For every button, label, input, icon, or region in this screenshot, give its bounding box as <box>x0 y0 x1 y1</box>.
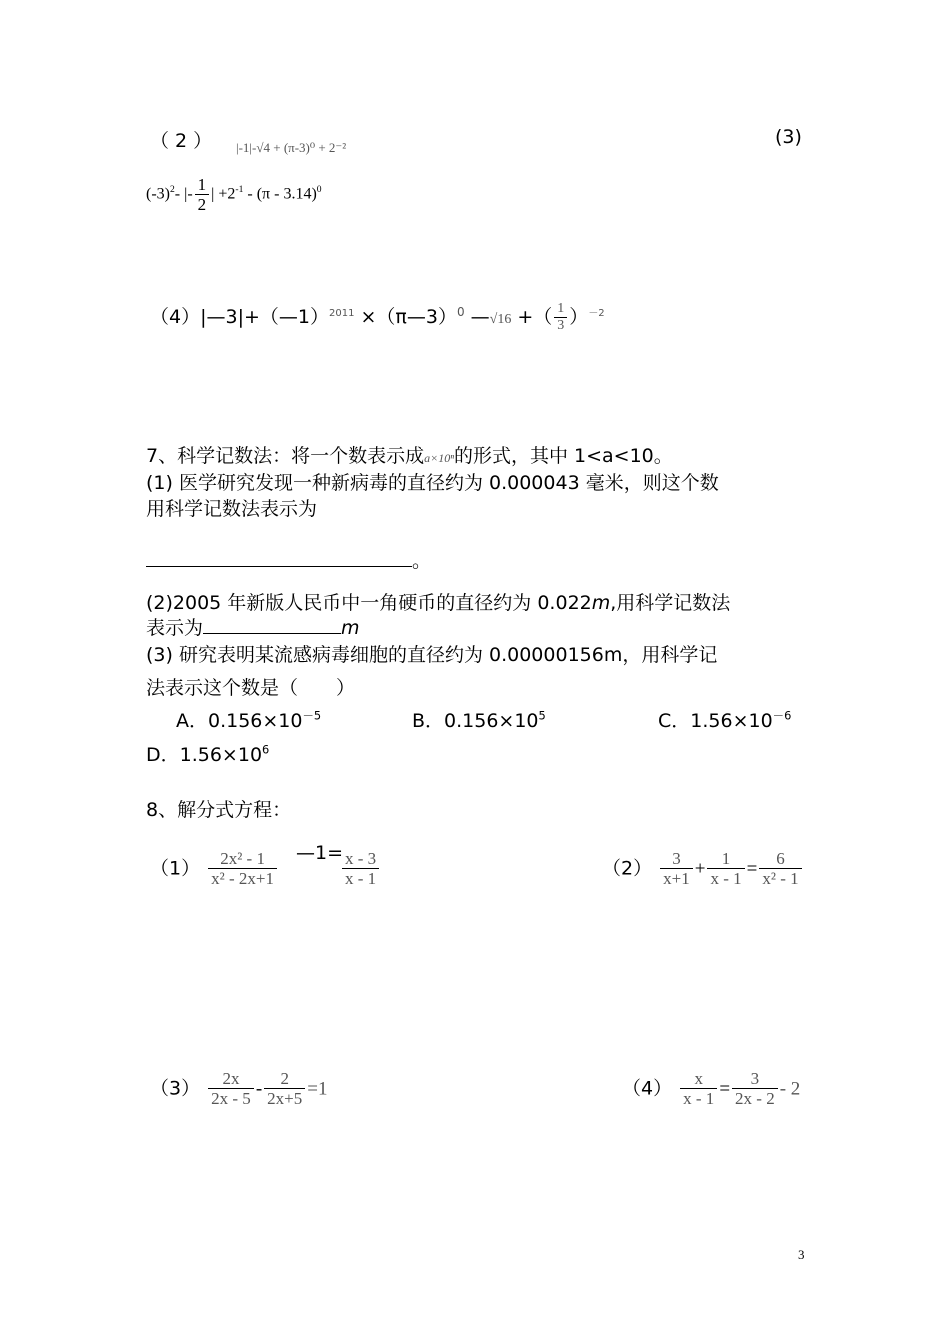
denominator: 3 <box>554 317 567 334</box>
expr-part: - (π - 3.14) <box>243 185 317 203</box>
fraction <box>264 1070 305 1108</box>
q7-option-d <box>146 740 269 767</box>
operator: + <box>694 858 706 880</box>
denominator: x+1 <box>660 868 693 888</box>
exponent: －5 <box>302 708 322 723</box>
option-text: B．0.156×10 <box>412 710 539 732</box>
q6-item3-expression <box>146 176 322 214</box>
operator: = <box>719 1078 731 1100</box>
eq-label: （4） <box>622 1077 673 1100</box>
q6-item3-label: (3) <box>775 126 802 148</box>
denominator: x² - 1 <box>759 868 801 888</box>
denominator: x² - 2x+1 <box>208 868 277 888</box>
exponent: 0 <box>316 184 322 196</box>
exponent: 0 <box>456 304 465 319</box>
expr-part: | +2 <box>211 185 236 203</box>
q6-item2-expression: |-1|-√4 + (π-3)⁰ + 2⁻² <box>236 140 347 155</box>
p2-text: ,用科学记数法 <box>610 592 731 614</box>
denominator: 2x+5 <box>264 1088 305 1108</box>
unit: m <box>341 617 360 639</box>
fraction <box>680 1070 717 1108</box>
q7-option-b <box>412 706 546 733</box>
fraction <box>554 302 567 333</box>
title-text: 的形式，其中 1<a<10。 <box>453 445 673 467</box>
exponent: －2 <box>588 307 605 319</box>
tail: - 2 <box>779 1078 801 1100</box>
q7-p1-answer <box>146 546 431 573</box>
page-number: 3 <box>798 1247 805 1262</box>
denominator: 2x - 2 <box>732 1088 778 1108</box>
numerator: 6 <box>776 849 785 868</box>
option-text: D．1.56×10 <box>146 744 263 766</box>
exponent: 5 <box>538 708 546 723</box>
expr-part: |—3|+（—1） <box>200 306 329 329</box>
fraction <box>208 850 277 888</box>
expr-part: ） <box>569 306 589 329</box>
fraction <box>732 1070 778 1108</box>
fraction <box>342 850 379 888</box>
numerator: 2x <box>222 1069 240 1088</box>
unit: m <box>591 592 611 614</box>
q7-p2-line2 <box>146 613 360 640</box>
expr-part: +（ <box>517 306 553 329</box>
option-text: A．0.156×10 <box>176 710 303 732</box>
item4-label: （4） <box>150 306 201 329</box>
q6-item2-label: （ 2 ） <box>150 130 213 152</box>
exponent: －6 <box>772 708 792 723</box>
rhs: =1 <box>307 1078 328 1100</box>
expr-part: - |- <box>174 185 193 203</box>
q6-item4 <box>150 302 605 333</box>
eq-label: （3） <box>150 1077 201 1100</box>
q8-eq2 <box>602 850 804 888</box>
numerator: 2 <box>280 1069 289 1088</box>
exponent: 6 <box>262 742 270 757</box>
operator: - <box>255 1078 263 1100</box>
q8-eq4 <box>622 1070 800 1108</box>
q7-p1-line1: (1) 医学研究发现一种新病毒的直径约为 0.000043 毫米，则这个数 <box>146 472 719 494</box>
fraction <box>707 850 744 888</box>
answer-blank[interactable] <box>203 615 341 634</box>
expr-part: — <box>470 306 490 329</box>
exponent: 2011 <box>329 307 355 319</box>
q7-p1-line2: 用科学记数法表示为 <box>146 498 318 520</box>
numerator: 1 <box>721 849 731 868</box>
fraction <box>660 850 693 888</box>
exponent: -1 <box>235 184 244 196</box>
title-text: 7、科学记数法：将一个数表示成 <box>146 445 425 467</box>
denominator: x - 1 <box>342 868 379 888</box>
numerator: x - 3 <box>345 849 377 868</box>
operator: = <box>746 858 758 880</box>
expr-part: ×（π—3） <box>360 306 457 329</box>
numerator: 2x² - 1 <box>220 849 265 868</box>
eq-label: （1） <box>150 857 201 880</box>
q8-eq1 <box>150 850 279 888</box>
eq-label: （2） <box>602 857 653 880</box>
q7-p2-line1 <box>146 588 730 615</box>
p2-text: (2)2005 年新版人民币中一角硬币的直径约为 0.022 <box>146 592 592 614</box>
fraction <box>208 1070 254 1108</box>
denominator: 2x - 5 <box>208 1088 254 1108</box>
q8-eq1-rhs <box>340 850 381 888</box>
fraction <box>195 176 210 214</box>
denominator: 2 <box>195 194 210 214</box>
numerator: 3 <box>750 1069 760 1088</box>
numerator: 1 <box>197 175 207 194</box>
fraction <box>759 850 801 888</box>
expr-part: (-3) <box>146 185 170 203</box>
numerator: x <box>694 1069 703 1088</box>
q8-eq1-minus-one: —1= <box>296 842 344 864</box>
q7-p3-line1: (3) 研究表明某流感病毒细胞的直径约为 0.00000156m，用科学记 <box>146 644 718 666</box>
answer-blank[interactable] <box>146 548 412 567</box>
exponent: 2 <box>169 184 175 196</box>
numerator: 1 <box>557 301 565 316</box>
formula: a×10ⁿ <box>424 451 454 465</box>
q8-eq3 <box>150 1070 327 1108</box>
numerator: 3 <box>672 849 681 868</box>
period: 。 <box>412 550 432 572</box>
denominator: x - 1 <box>707 868 744 888</box>
q7-option-a <box>176 706 321 733</box>
p2-text: 表示为 <box>146 617 204 639</box>
sqrt-term: √16 <box>489 312 512 328</box>
option-text: C．1.56×10 <box>658 710 773 732</box>
q8-title: 8、解分式方程： <box>146 799 292 821</box>
q7-p3-line2: 法表示这个数是（ ） <box>146 677 356 699</box>
q7-title <box>146 441 673 468</box>
q7-option-c <box>658 706 791 733</box>
denominator: x - 1 <box>680 1088 717 1108</box>
